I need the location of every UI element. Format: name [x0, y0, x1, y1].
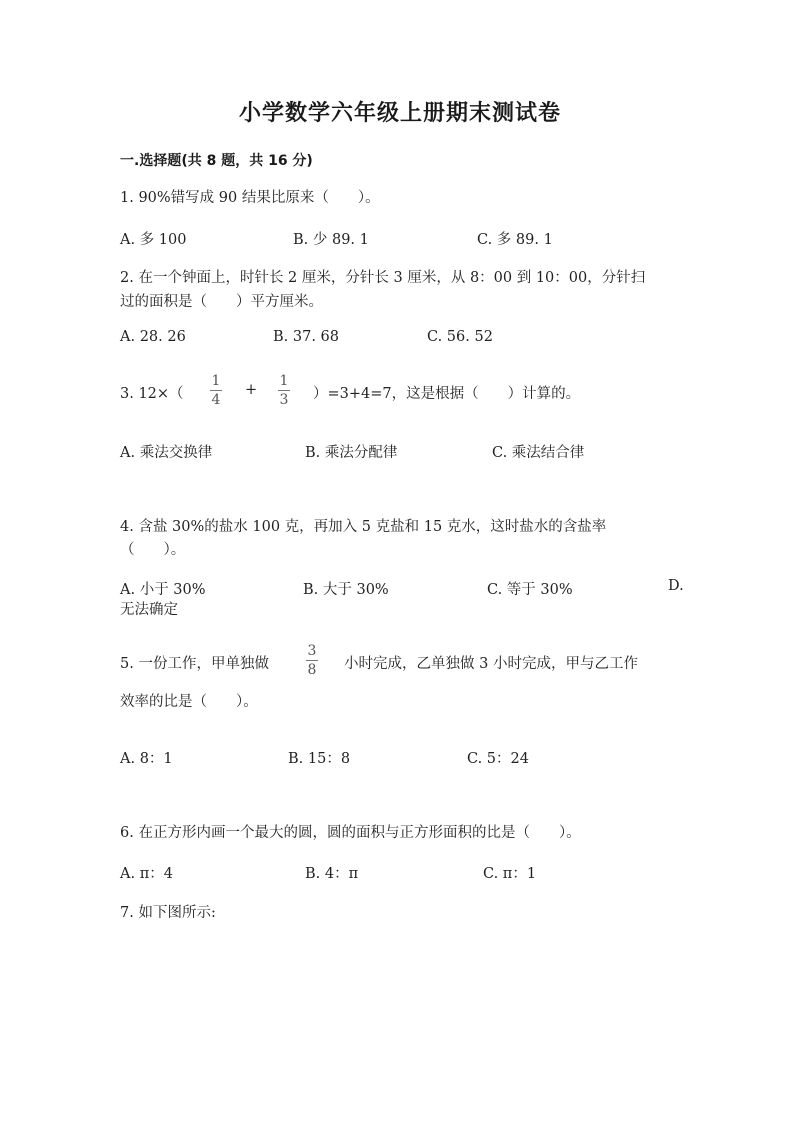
- question-2-line2: 过的面积是（ ）平方厘米。: [120, 294, 323, 310]
- q2-option-c: C. 56. 52: [427, 329, 493, 345]
- q6-option-c: C. π：1: [483, 866, 537, 882]
- q5-fraction: [306, 642, 318, 679]
- q2-option-a: A. 28. 26: [120, 329, 186, 345]
- q1-option-a: A. 多 100: [120, 232, 187, 248]
- question-4-line1: 4. 含盐 30%的盐水 100 克，再加入 5 克盐和 15 克水，这时盐水的含盐率: [120, 519, 607, 535]
- question-3-suffix: ）=3+4=7，这是根据（ ）计算的。: [313, 386, 581, 402]
- q1-option-c: C. 多 89. 1: [477, 232, 553, 248]
- q5-option-a: A. 8：1: [120, 751, 173, 767]
- question-1-text: 1. 90%错写成 90 结果比原来（ ）。: [120, 190, 380, 206]
- question-7-text: 7. 如下图所示:: [120, 905, 216, 921]
- q4-option-c: C. 等于 30%: [487, 582, 573, 598]
- q2-option-b: B. 37. 68: [273, 329, 339, 345]
- q5-option-c: C. 5：24: [467, 751, 529, 767]
- q3-option-a: A. 乘法交换律: [120, 445, 213, 461]
- question-5-line2: 效率的比是（ ）。: [120, 694, 258, 710]
- q3-option-b: B. 乘法分配律: [305, 445, 398, 461]
- q3-option-c: C. 乘法结合律: [492, 445, 585, 461]
- q6-option-a: A. π：4: [120, 866, 173, 882]
- question-2-line1: 2. 在一个钟面上，时针长 2 厘米，分针长 3 厘米，从 8：00 到 10：00，分针扫: [120, 270, 646, 286]
- q3-plus-sign: +: [245, 382, 258, 398]
- q5-option-b: B. 15：8: [288, 751, 351, 767]
- question-4-line2: （ ）。: [120, 542, 186, 558]
- section-heading: 一.选择题(共 8 题，共 16 分): [120, 153, 313, 169]
- question-6-text: 6. 在正方形内画一个最大的圆，圆的面积与正方形面积的比是（ ）。: [120, 825, 581, 841]
- q4-option-d: D.: [668, 578, 684, 594]
- question-5-suffix: 小时完成，乙单独做 3 小时完成，甲与乙工作: [344, 656, 638, 672]
- q3-fraction-1: [210, 372, 222, 409]
- question-3-prefix: 3. 12×（: [120, 386, 184, 402]
- q3-fraction-2: [278, 372, 290, 409]
- q6-option-b: B. 4：π: [305, 866, 359, 882]
- page-title: 小学数学六年级上册期末测试卷: [238, 101, 561, 126]
- q3-fraction-2-numerator: 1: [279, 373, 289, 389]
- q3-fraction-1-denominator: 4: [211, 392, 221, 408]
- q1-option-b: B. 少 89. 1: [293, 232, 369, 248]
- q3-fraction-2-denominator: 3: [279, 392, 289, 408]
- question-5-prefix: 5. 一份工作，甲单独做: [120, 656, 269, 672]
- q4-option-b: B. 大于 30%: [303, 582, 389, 598]
- q3-fraction-1-numerator: 1: [211, 373, 221, 389]
- q5-fraction-numerator: 3: [307, 643, 317, 659]
- q4-option-d-continued: 无法确定: [120, 602, 178, 618]
- q4-option-a: A. 小于 30%: [120, 582, 206, 598]
- q5-fraction-denominator: 8: [307, 662, 317, 678]
